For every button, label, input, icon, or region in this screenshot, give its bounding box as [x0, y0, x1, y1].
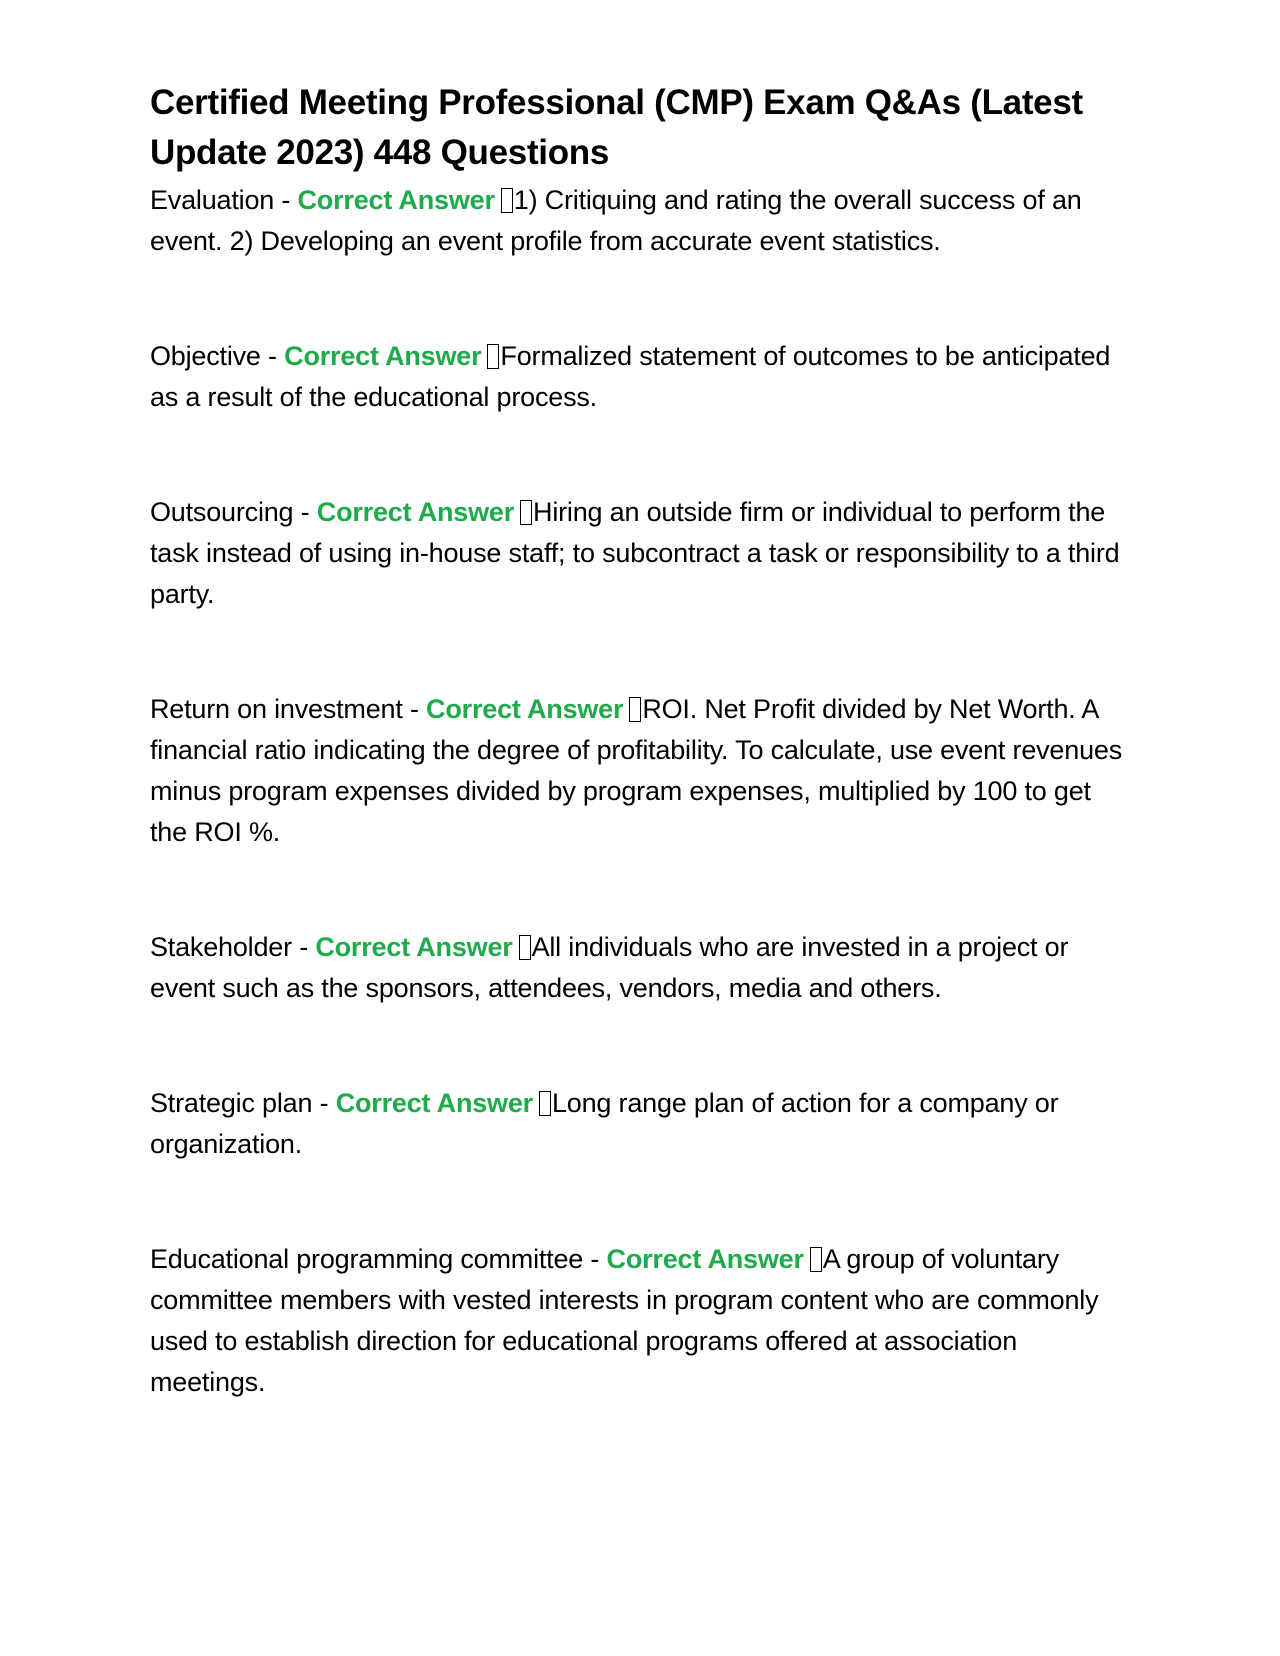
missing-glyph-box-icon — [519, 935, 531, 960]
document-title: Certified Meeting Professional (CMP) Exam Q&As (Latest Update 2023) 448 Questions — [150, 83, 1083, 172]
correct-answer-label: Correct Answer — [284, 341, 482, 371]
qa-definition: ROI. Net Profit divided by Net Worth. A financial ratio indicating the degree of profitability. To calculate, use event revenues minus program expenses divided by program expenses, multiplied by 100 to get the ROI %. — [150, 694, 1123, 847]
qa-list — [150, 180, 1130, 1403]
qa-item — [150, 492, 1130, 615]
qa-separator: - — [293, 497, 317, 527]
qa-term: Strategic plan — [150, 1088, 313, 1118]
qa-separator: - — [402, 694, 427, 724]
qa-definition: 1) Critiquing and rating the overall success of an event. 2) Developing an event profile from accurate event statistics. — [150, 185, 1082, 256]
correct-answer-label: Correct Answer — [316, 497, 515, 527]
missing-glyph-box-icon — [629, 697, 641, 722]
qa-definition: A group of voluntary committee members with vested interests in program content who are commonly used to establish direction for educational programs offered at association meetings. — [150, 1244, 1099, 1397]
qa-definition: All individuals who are invested in a project or event such as the sponsors, attendees, vendors, media and others. — [150, 932, 1069, 1003]
qa-item — [150, 689, 1130, 853]
qa-term: Educational programming committee — [150, 1244, 584, 1274]
qa-definition: Hiring an outside firm or individual to perform the task instead of using in-house staff; to subcontract a task or responsibility to a third party. — [150, 497, 1120, 609]
qa-term: Objective — [150, 341, 261, 371]
missing-glyph-box-icon — [501, 188, 513, 213]
qa-separator: - — [274, 185, 298, 215]
qa-item — [150, 927, 1130, 1009]
correct-answer-label: Correct Answer — [606, 1244, 804, 1274]
qa-separator: - — [291, 932, 316, 962]
missing-glyph-box-icon — [539, 1091, 551, 1116]
correct-answer-label: Correct Answer — [297, 185, 495, 215]
qa-separator: - — [260, 341, 285, 371]
missing-glyph-box-icon — [810, 1247, 822, 1272]
correct-answer-label: Correct Answer — [426, 694, 624, 724]
qa-term: Outsourcing — [150, 497, 294, 527]
qa-item — [150, 1239, 1130, 1403]
qa-definition: Formalized statement of outcomes to be anticipated as a result of the educational process. — [150, 341, 1111, 412]
correct-answer-label: Correct Answer — [335, 1088, 533, 1118]
qa-term: Stakeholder — [150, 932, 292, 962]
document-page — [150, 78, 1130, 1477]
correct-answer-label: Correct Answer — [315, 932, 513, 962]
qa-definition: Long range plan of action for a company or organization. — [150, 1088, 1059, 1159]
missing-glyph-box-icon — [520, 500, 532, 525]
qa-item — [150, 180, 1130, 262]
qa-item — [150, 336, 1130, 418]
qa-term: Return on investment — [150, 694, 403, 724]
qa-separator: - — [583, 1244, 607, 1274]
missing-glyph-box-icon — [487, 344, 499, 369]
qa-separator: - — [312, 1088, 336, 1118]
qa-term: Evaluation — [150, 185, 275, 215]
qa-item — [150, 1083, 1130, 1165]
